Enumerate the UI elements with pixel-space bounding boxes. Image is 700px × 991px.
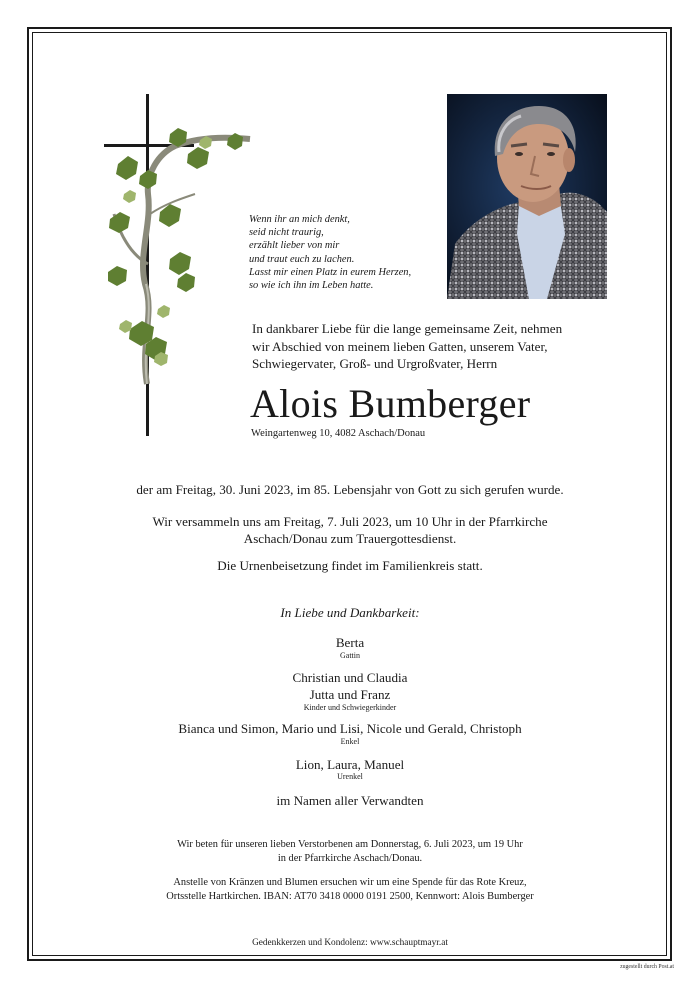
poem: [249, 213, 449, 292]
poem-line: Wenn ihr an mich denkt,: [249, 214, 350, 225]
intro-text: [252, 320, 622, 373]
service-line: Wir versammeln uns am Freitag, 7. Juli 2023, um 10 Uhr in der Pfarrkirche: [152, 514, 548, 529]
mourner-grandchildren-role: Enkel: [340, 737, 360, 746]
death-notice: der am Freitag, 30. Juni 2023, im 85. Lebensjahr von Gott zu sich gerufen wurde.: [136, 482, 564, 497]
mourner-children-line: Jutta und Franz: [309, 687, 391, 702]
poem-line: und traut euch zu lachen.: [249, 253, 355, 265]
poem-line: erzählt lieber von mir: [249, 240, 340, 252]
poem-line: Lasst mir einen Platz in eurem Herzen,: [249, 266, 412, 278]
donation-line: Anstelle von Kränzen und Blumen ersuchen wir um eine Spende für das Rote Kreuz,: [173, 877, 527, 888]
service-line: Aschach/Donau zum Trauergottesdienst.: [243, 531, 457, 546]
prayer-line: in der Pfarrkirche Aschach/Donau.: [277, 852, 423, 864]
mourner-spouse-role: Gattin: [340, 651, 360, 660]
deceased-name: Alois Bumberger: [250, 381, 531, 426]
prayer-line: Wir beten für unseren lieben Verstorbenen am Donnerstag, 6. Juli 2023, um 19 Uhr: [177, 839, 523, 850]
intro-line: Schwiegervater, Groß- und Urgroßvater, Herrn: [252, 356, 498, 371]
portrait-photo: [447, 94, 607, 299]
prayer-info: [34, 838, 666, 865]
cross-with-vine-icon: [100, 94, 260, 439]
mourner-spouse-name: Berta: [335, 635, 365, 650]
poem-line: so wie ich ihn im Leben hatte.: [249, 280, 374, 292]
poem-line: seid nicht traurig,: [249, 227, 324, 239]
mourner-relatives: im Namen aller Verwandten: [276, 793, 424, 808]
mourner-grandchildren-names: Bianca und Simon, Mario und Lisi, Nicole und Gerald, Christoph: [178, 721, 522, 736]
burial-info: Die Urnenbeisetzung findet im Familienkreis statt.: [217, 558, 483, 573]
intro-line: wir Abschied von meinem lieben Gatten, unserem Vater,: [252, 338, 548, 354]
deceased-address: Weingartenweg 10, 4082 Aschach/Donau: [251, 428, 426, 439]
donation-line: Ortsstelle Hartkirchen. IBAN: AT70 3418 0000 0191 2500, Kennwort: Alois Bumberger: [166, 890, 534, 902]
condolence-link[interactable]: Gedenkkerzen und Kondolenz: www.schauptmayr.at: [252, 938, 448, 948]
donation-info: [34, 876, 666, 903]
mourner-greatgrandchildren-names: Lion, Laura, Manuel: [295, 757, 405, 772]
intro-line: In dankbarer Liebe für die lange gemeinsame Zeit, nehmen: [252, 321, 563, 336]
mourner-greatgrandchildren-role: Urenkel: [337, 772, 363, 781]
delivery-credit: zugestellt durch Post.at: [620, 964, 674, 970]
service-info: [34, 513, 666, 547]
mourner-children-line: Christian und Claudia: [292, 670, 408, 685]
mourner-children-role: Kinder und Schwiegerkinder: [303, 703, 397, 712]
mourners-heading: In Liebe und Dankbarkeit:: [280, 605, 420, 620]
